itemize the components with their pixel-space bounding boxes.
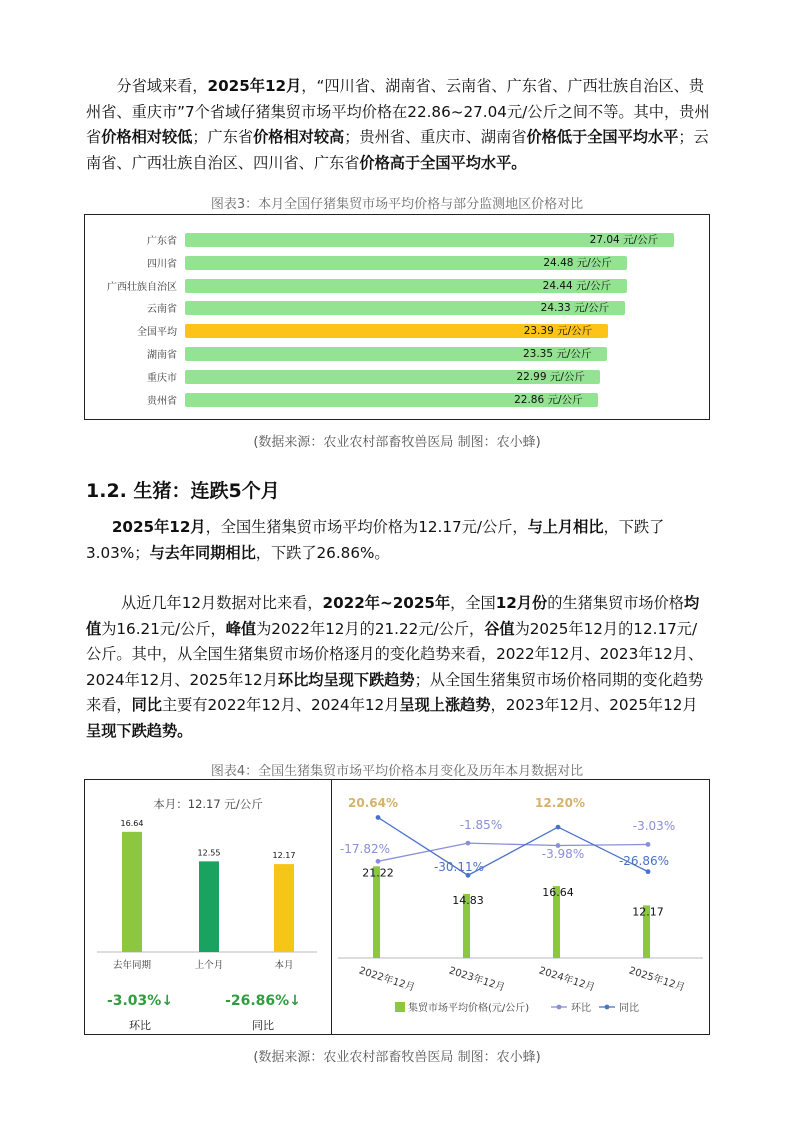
- bar-value-label: 14.83: [452, 893, 484, 907]
- legend-bar-label: 集贸市场平均价格(元/公斤): [408, 1003, 530, 1014]
- text-run: ，全国生猪集贸市场平均价格为12.17元/公斤，: [205, 518, 528, 536]
- legend-yoy-dot: [605, 1005, 610, 1010]
- mom-point-label: -1.85%: [459, 818, 503, 832]
- figure3-chart: [84, 214, 710, 420]
- category-label: 湖南省: [147, 350, 177, 361]
- text-run: ；从全国生猪集贸市场价格同期的变化趋势来看，: [86, 670, 704, 714]
- text-run: 2025年12月: [207, 77, 302, 95]
- legend-bar-swatch: [395, 1002, 405, 1012]
- text-run: 12月份: [495, 594, 548, 612]
- category-label: 广西壮族自治区: [107, 281, 177, 293]
- text-run: ，下跌了26.86%。: [255, 543, 390, 562]
- value-label: 24.33 元/公斤: [540, 302, 610, 315]
- text-run: 分省域来看，: [116, 77, 208, 95]
- yoy-point-label: -30.11%: [433, 860, 485, 874]
- bar-row: [85, 275, 709, 298]
- text-run: 的生猪集贸市场价格: [547, 594, 684, 612]
- text-run: ；云南省、广西壮族自治区、四川省、广东省: [86, 128, 709, 172]
- bar-value-label: 16.64: [542, 886, 574, 900]
- value-label: 27.04 元/公斤: [589, 234, 659, 246]
- line-point: [556, 825, 561, 830]
- line-point: [646, 869, 651, 874]
- value-label: 24.44 元/公斤: [542, 279, 612, 292]
- mom-point-label: -17.82%: [339, 842, 391, 856]
- category-label: 重庆市: [147, 372, 177, 384]
- text-run: 为2025年12月的12.17元/公斤。其中，从全国生猪集贸市场价格逐月的变化趋势来看，2022年12月、2023年12月、2024年12月、2025年12月: [86, 619, 704, 689]
- line-point: [376, 815, 381, 820]
- text-run: 为16.21元/公斤，: [101, 619, 226, 638]
- bar-row: [85, 343, 709, 366]
- text-run: 主要有2022年12月、2024年12月: [161, 696, 400, 714]
- section-heading: 1.2. 生猪：连跌5个月: [86, 480, 280, 502]
- figure3-source: (数据来源：农业农村部畜牧兽医局 制图：农小蜂): [253, 435, 541, 450]
- legend-yoy-label: 同比: [619, 1003, 639, 1014]
- category-label: 广东省: [147, 236, 177, 247]
- category-label: 2023年12月: [447, 965, 507, 994]
- text-run: 价格高于全国平均水平。: [359, 153, 527, 172]
- bar-row: [85, 252, 709, 275]
- category-label: 四川省: [147, 258, 177, 270]
- text-run: 价格低于全国平均水平: [526, 128, 679, 146]
- current-month-bar-chart: [85, 780, 331, 1034]
- line-point: [466, 841, 471, 846]
- text-run: 2022年~2025年: [322, 594, 451, 612]
- bar: [373, 866, 380, 958]
- text-run: 与上月相比: [527, 518, 604, 536]
- text-run: 环比均呈现下跌趋势: [277, 670, 415, 689]
- bar-row: [85, 366, 709, 389]
- legend-mom-dot: [557, 1005, 562, 1010]
- text-run: 从近几年12月数据对比来看，: [120, 594, 323, 612]
- figure3-caption: 图表3：本月全国仔猪集贸市场平均价格与部分监测地区价格对比: [210, 197, 584, 212]
- bar-row: [85, 229, 709, 252]
- bar-row: [85, 389, 709, 412]
- bar: [122, 832, 142, 952]
- paragraph-hog-price: [86, 515, 712, 566]
- text-run: 价格相对较高: [253, 128, 345, 146]
- bar-row: [85, 297, 709, 320]
- current-price-title: 本月：12.17 元/公斤: [153, 797, 263, 811]
- mom-point-label: -3.98%: [541, 847, 585, 861]
- line-point: [376, 859, 381, 864]
- line-point: [646, 842, 651, 847]
- mom-value: -3.03%↓: [106, 993, 174, 1009]
- yoy-value: -26.86%↓: [225, 993, 301, 1009]
- figure4-divider: [331, 780, 332, 1034]
- value-label: 22.99 元/公斤: [516, 370, 585, 383]
- text-run: ，“四川省、湖南省、云南省、广东省、广西壮族自治区、贵州省、重庆市”7个省域仔猪集贸市场平均价格在22.86~27.04元/公斤之间不等。其中，贵州省: [86, 77, 710, 146]
- bar-value-label: 12.17: [632, 905, 664, 919]
- value-label: 23.35 元/公斤: [522, 348, 592, 360]
- text-run: ；贵州省、重庆市、湖南省: [344, 128, 527, 146]
- value-label: 12.55: [197, 848, 221, 858]
- value-label: 23.39 元/公斤: [523, 325, 593, 338]
- text-run: 与去年同期相比: [149, 543, 256, 562]
- category-label: 去年同期: [112, 960, 152, 971]
- text-run: ；广东省: [192, 128, 254, 146]
- text-run: 呈现下跌趋势。: [86, 721, 193, 740]
- text-run: 谷值: [484, 619, 515, 638]
- yoy-point-label: 12.20%: [535, 796, 585, 810]
- bar-value-label: 21.22: [362, 866, 394, 880]
- bar: [199, 861, 219, 952]
- text-run: 均值: [86, 594, 700, 638]
- yoy-point-label: -26.86%: [618, 854, 670, 868]
- text-run: 峰值: [225, 619, 257, 638]
- legend-mom-label: 环比: [571, 1003, 591, 1014]
- paragraph-province-comparison: [86, 74, 712, 176]
- mom-point-label: -3.03%: [632, 819, 676, 833]
- text-run: 价格相对较低: [101, 128, 193, 146]
- yoy-point-label: 20.64%: [348, 796, 398, 810]
- text-run: ，下跌了3.03%；: [86, 518, 665, 562]
- text-run: 2025年12月: [111, 518, 206, 536]
- category-label: 云南省: [147, 304, 177, 316]
- category-label: 上个月: [194, 960, 224, 971]
- yoy-label: 同比: [252, 1019, 274, 1032]
- bar-row: [85, 320, 709, 343]
- history-december-chart: [333, 780, 709, 1034]
- yoy-line: [378, 817, 648, 875]
- figure4-source: (数据来源：农业农村部畜牧兽医局 制图：农小蜂): [253, 1050, 541, 1065]
- mom-label: 环比: [129, 1019, 151, 1032]
- category-label: 贵州省: [147, 395, 177, 407]
- paragraph-december-comparison: [86, 591, 712, 744]
- value-label: 24.48 元/公斤: [543, 256, 612, 269]
- category-label: 2022年12月: [357, 965, 417, 994]
- text-run: 同比: [131, 696, 162, 714]
- text-run: 呈现上涨趋势: [399, 696, 491, 714]
- figure4-caption: 图表4：全国生猪集贸市场平均价格本月变化及历年本月数据对比: [210, 764, 584, 779]
- text-run: 为2022年12月的21.22元/公斤，: [256, 619, 485, 638]
- bar: [274, 864, 294, 952]
- category-label: 2025年12月: [627, 965, 687, 994]
- text-run: ，全国: [450, 594, 496, 612]
- value-label: 12.17: [272, 851, 296, 861]
- value-label: 22.86 元/公斤: [514, 393, 583, 406]
- category-label: 2024年12月: [537, 965, 597, 994]
- category-label: 本月: [274, 960, 294, 971]
- value-label: 16.64: [120, 818, 144, 828]
- figure4-chart: [84, 779, 710, 1035]
- text-run: ，2023年12月、2025年12月: [490, 696, 698, 714]
- category-label: 全国平均: [137, 327, 177, 339]
